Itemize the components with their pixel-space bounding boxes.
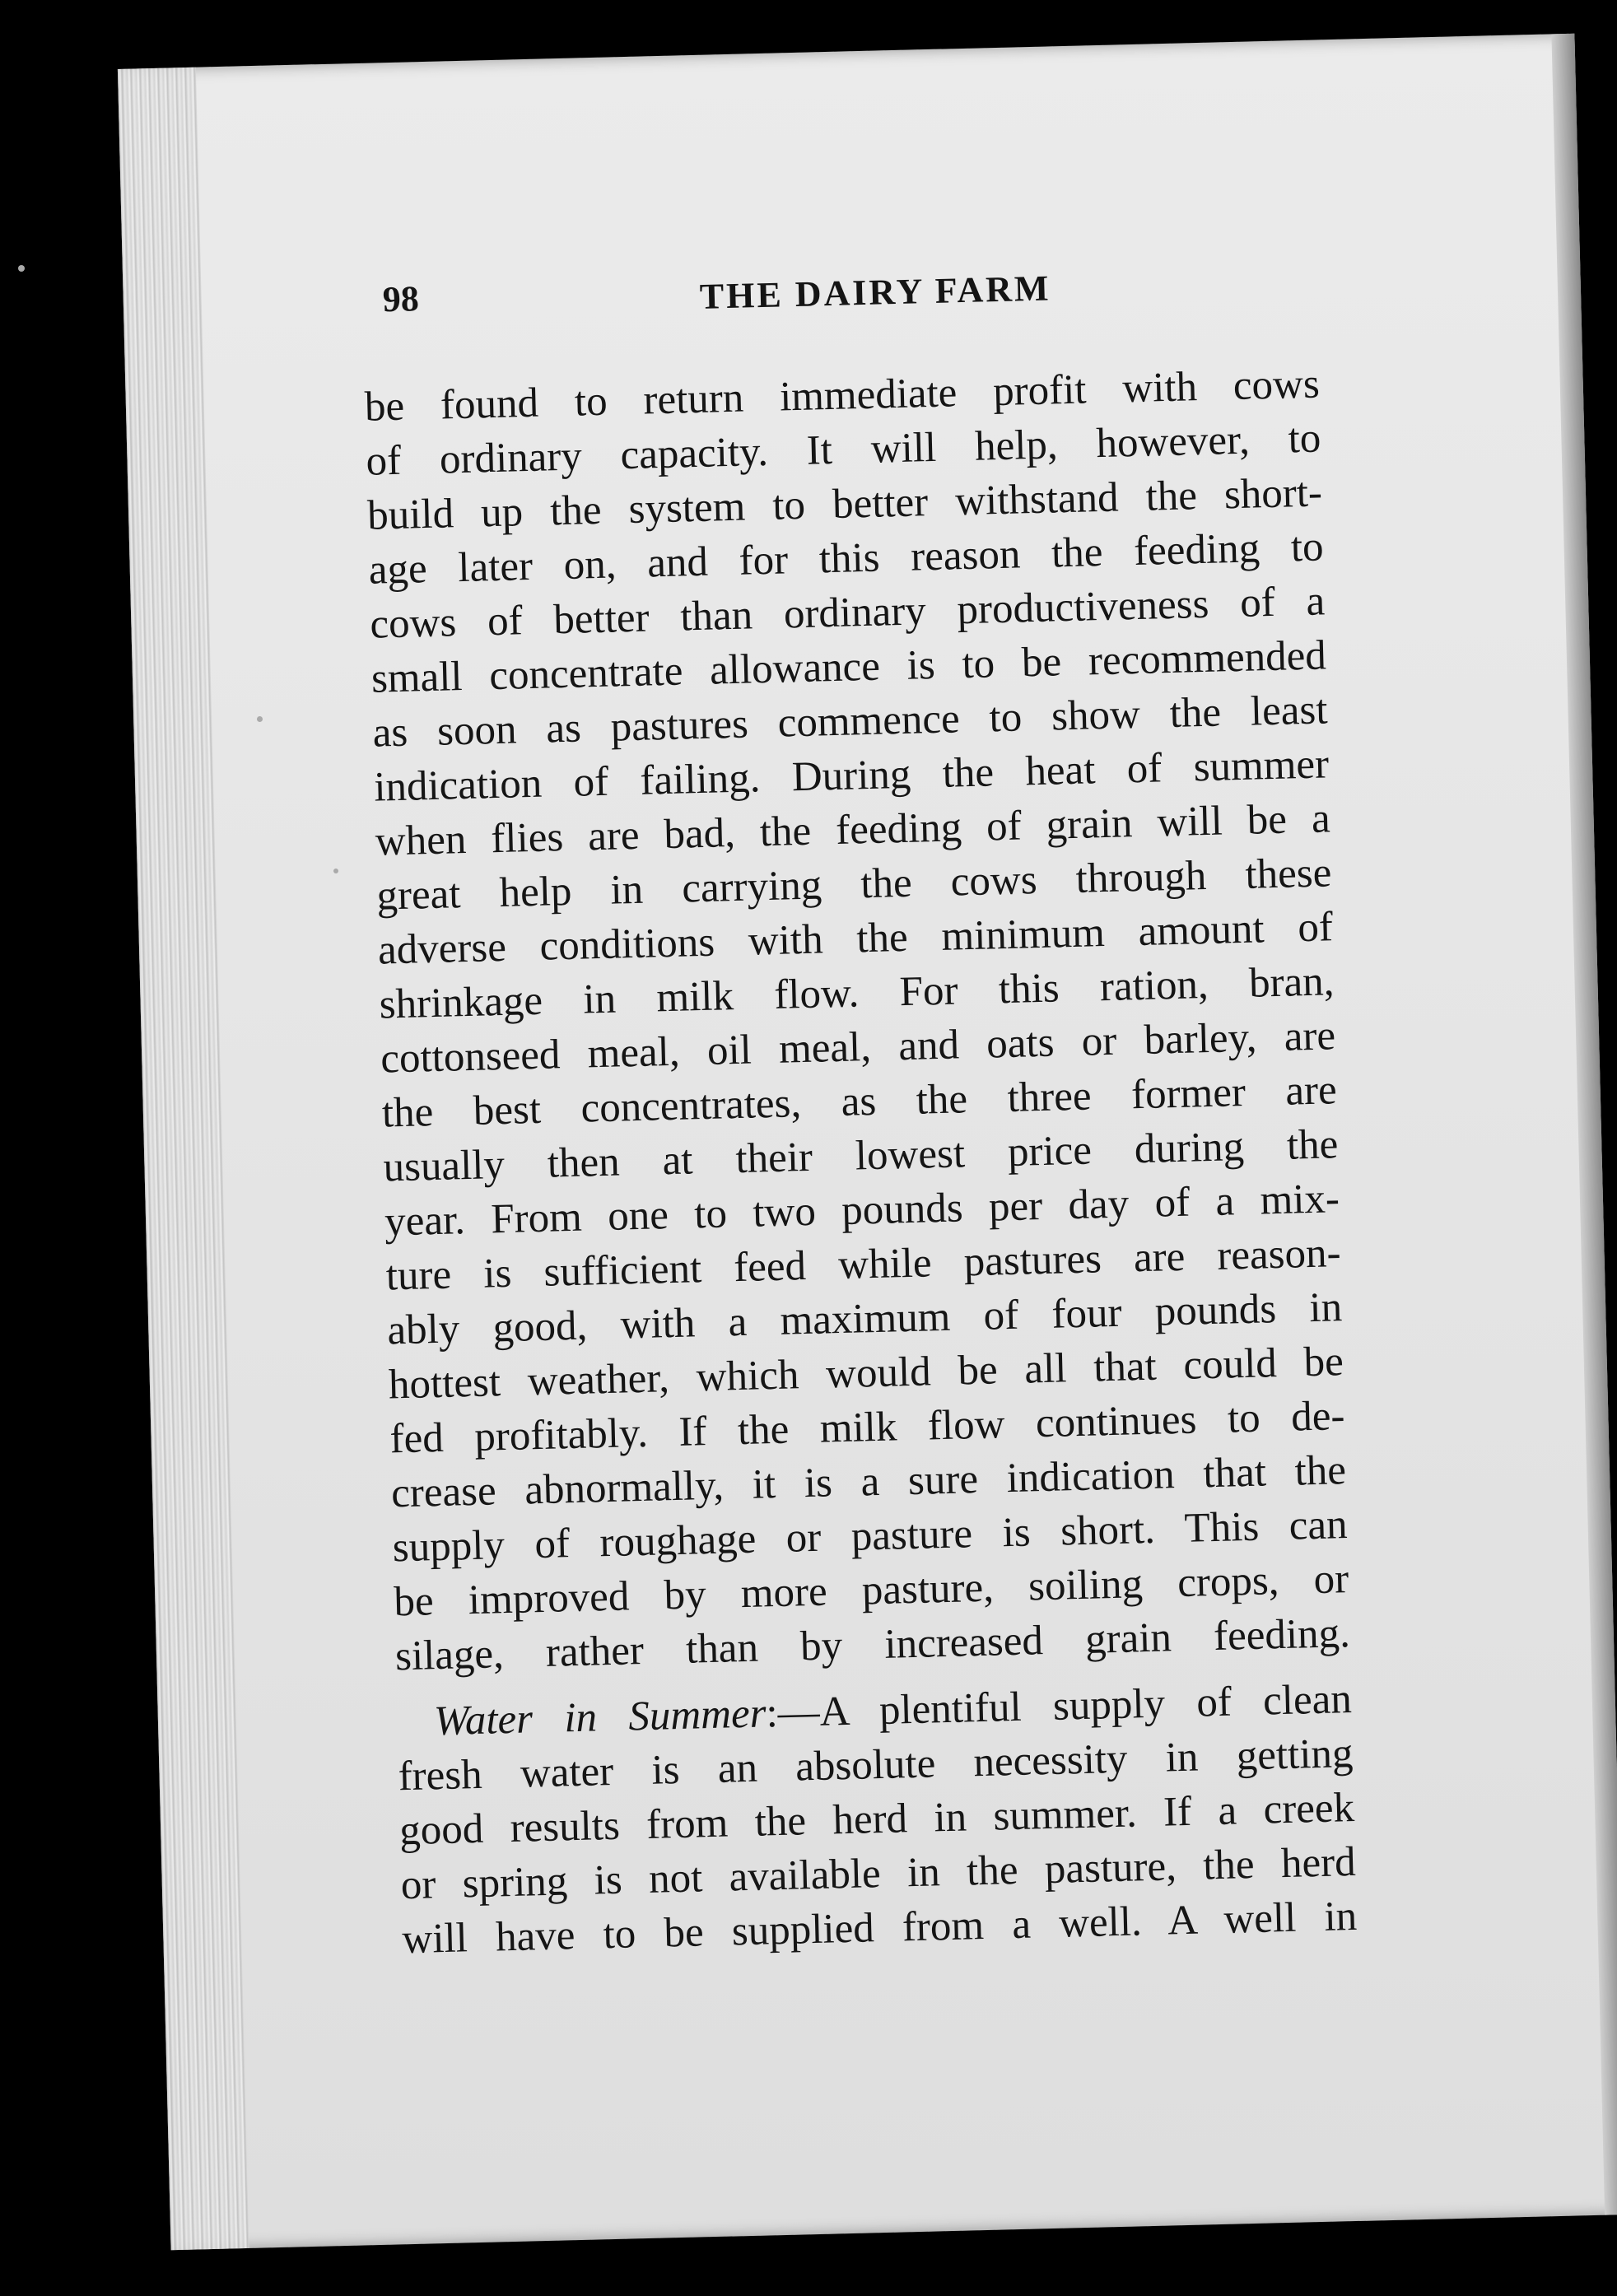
page-number: 98 [382,278,420,320]
text-line: fed profitably. If the milk flow continues to de- [389,1393,1345,1463]
dust-speck [333,869,338,873]
page-edge [1551,34,1617,2215]
text-line: or spring is not available in the pasture, the herd [400,1838,1357,1909]
text-line: hottest weather, which would be all that could be [388,1339,1344,1409]
text-line: year. From one to two pounds per day of a mix- [384,1176,1340,1246]
text-line: ture is sufficient feed while pastures are reason- [385,1230,1342,1300]
text-line: indication of failing. During the heat of summer [373,741,1330,811]
text-line-last: silage, rather than by increased grain feeding. [394,1610,1351,1680]
page-binding [118,68,249,2251]
paragraph [396,1672,1358,1967]
text-line: supply of roughage or pasture is short. This can [392,1502,1349,1572]
text-line: build up the system to better withstand the short- [366,469,1323,539]
text-line: great help in carrying the cows through these [375,850,1332,920]
text-line: age later on, and for this reason the feeding to [368,524,1325,594]
text-line: be found to return immediate profit with cows [364,361,1321,431]
text-line: will have to be supplied from a well. A well in [401,1893,1358,1963]
text-line: fresh water is an absolute necessity in getting [397,1730,1354,1800]
page-header [382,256,1289,344]
text-run: :—A plentiful supply of clean [765,1675,1353,1737]
text-line: when flies are bad, the feeding of grain will be a [375,795,1331,865]
book-page [118,34,1617,2250]
dust-speck [257,716,263,722]
text-line: shrinkage in milk flow. For this ration, bran, [379,958,1335,1028]
text-line: good results from the herd in summer. If a creek [398,1784,1355,1855]
section-lead: Water in Summer [433,1690,767,1745]
text-line: small concentrate allowance is to be recommended [370,632,1327,702]
text-line: be improved by more pasture, soiling crops, or [393,1556,1349,1626]
text-line: adverse conditions with the minimum amount of [377,904,1334,974]
text-line: cows of better than ordinary productiveness of a [369,578,1326,648]
paragraph [364,356,1350,1684]
running-title: THE DAIRY FARM [699,268,1051,317]
dust-speck [18,265,25,272]
text-line: cottonseed meal, oil meal, and oats or barley, are [380,1013,1336,1083]
text-line: of ordinary capacity. It will help, however, to [365,415,1321,485]
text-line: crease abnormally, it is a sure indication that the [390,1447,1347,1517]
text-line: as soon as pastures commence to show the least [372,687,1329,757]
text-line: usually then at their lowest price during the [382,1121,1339,1191]
text-line: the best concentrates, as the three former are [381,1067,1338,1137]
text-line: ably good, with a maximum of four pounds in [386,1284,1343,1354]
body-text [364,356,1358,1967]
